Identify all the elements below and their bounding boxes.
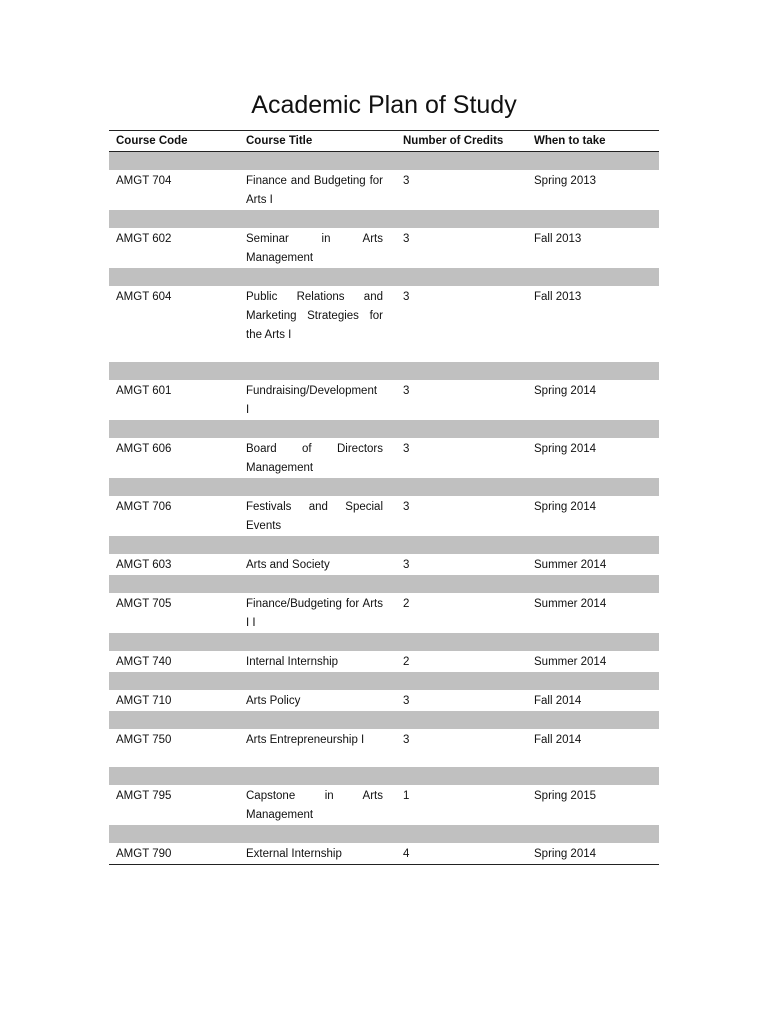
course-code-cell: AMGT 790 [116,848,172,860]
row-separator-cell [109,210,659,228]
table-row [109,496,659,536]
course-code-cell: AMGT 795 [116,790,172,802]
table-row [109,380,659,420]
table-row [109,785,659,825]
row-separator [109,672,659,690]
table-row [109,843,659,865]
row-separator-cell [109,575,659,593]
row-separator [109,575,659,593]
credits-cell: 3 [403,559,410,571]
course-code-cell: AMGT 602 [116,233,172,245]
course-code-cell: AMGT 740 [116,656,172,668]
course-code-cell: AMGT 710 [116,695,172,707]
course-code-cell: AMGT 705 [116,598,172,610]
credits-cell: 4 [403,848,410,860]
row-separator [109,478,659,496]
course-title-cell: Arts Entrepreneurship I [246,734,365,746]
table-row [109,593,659,633]
course-title-cell: Finance and Budgeting for Arts I [246,175,383,206]
table-row [109,690,659,711]
credits-cell: 2 [403,656,410,668]
when-to-take-cell: Fall 2014 [534,734,582,746]
header-number-of-credits: Number of Credits [396,131,527,152]
course-title-cell: Public Relations and Marketing Strategies for the Arts I [246,291,383,341]
row-separator [109,825,659,843]
table-row [109,286,659,362]
credits-cell: 3 [403,501,410,513]
credits-cell: 2 [403,598,410,610]
row-separator [109,210,659,228]
credits-cell: 1 [403,790,410,802]
course-code-cell: AMGT 603 [116,559,172,571]
header-course-code: Course Code [109,131,239,152]
course-title-cell: Festivals and Special Events [246,501,383,532]
when-to-take-cell: Fall 2013 [534,233,582,245]
row-separator [109,152,659,171]
course-title-cell: Arts and Society [246,559,330,571]
credits-cell: 3 [403,443,410,455]
row-separator [109,268,659,286]
course-title-cell: Arts Policy [246,695,301,707]
course-code-cell: AMGT 706 [116,501,172,513]
row-separator-cell [109,362,659,380]
row-separator-cell [109,711,659,729]
row-separator-cell [109,478,659,496]
row-separator-cell [109,633,659,651]
credits-cell: 3 [403,291,410,303]
course-title-cell: Seminar in Arts Management [246,233,383,264]
table-row [109,651,659,672]
table-body [109,152,659,865]
credits-cell: 3 [403,734,410,746]
row-separator [109,362,659,380]
header-row [109,131,659,152]
credits-cell: 3 [403,175,410,187]
credits-cell: 3 [403,695,410,707]
when-to-take-cell: Spring 2014 [534,385,597,397]
course-code-cell: AMGT 604 [116,291,172,303]
when-to-take-cell: Summer 2014 [534,559,607,571]
row-separator-cell [109,268,659,286]
row-separator [109,536,659,554]
row-separator-cell [109,152,659,171]
when-to-take-cell: Spring 2013 [534,175,597,187]
when-to-take-cell: Spring 2014 [534,443,597,455]
course-code-cell: AMGT 704 [116,175,172,187]
row-separator-cell [109,536,659,554]
plan-of-study-table [109,130,659,865]
row-separator [109,711,659,729]
header-when-to-take: When to take [527,131,659,152]
row-separator-cell [109,825,659,843]
table-row [109,554,659,575]
row-separator-cell [109,767,659,785]
when-to-take-cell: Spring 2014 [534,848,597,860]
credits-cell: 3 [403,233,410,245]
row-separator [109,767,659,785]
table-row [109,729,659,767]
course-title-cell: Capstone in Arts Management [246,790,383,821]
when-to-take-cell: Spring 2014 [534,501,597,513]
when-to-take-cell: Spring 2015 [534,790,597,802]
course-title-cell: External Internship [246,848,342,860]
course-title-cell: Board of Directors Management [246,443,383,474]
course-title-cell: Finance/Budgeting for Arts I I [246,598,383,629]
when-to-take-cell: Fall 2013 [534,291,582,303]
when-to-take-cell: Summer 2014 [534,598,607,610]
course-code-cell: AMGT 750 [116,734,172,746]
row-separator-cell [109,420,659,438]
table-header [109,131,659,152]
table-row [109,170,659,210]
table-row [109,228,659,268]
course-title-cell: Internal Internship [246,656,339,668]
course-title-cell: Fundraising/Development I [246,385,378,416]
header-course-title: Course Title [239,131,396,152]
when-to-take-cell: Summer 2014 [534,656,607,668]
course-code-cell: AMGT 601 [116,385,172,397]
when-to-take-cell: Fall 2014 [534,695,582,707]
row-separator-cell [109,672,659,690]
row-separator [109,633,659,651]
credits-cell: 3 [403,385,410,397]
table-row [109,438,659,478]
row-separator [109,420,659,438]
page-title: Academic Plan of Study [251,91,517,119]
course-code-cell: AMGT 606 [116,443,172,455]
